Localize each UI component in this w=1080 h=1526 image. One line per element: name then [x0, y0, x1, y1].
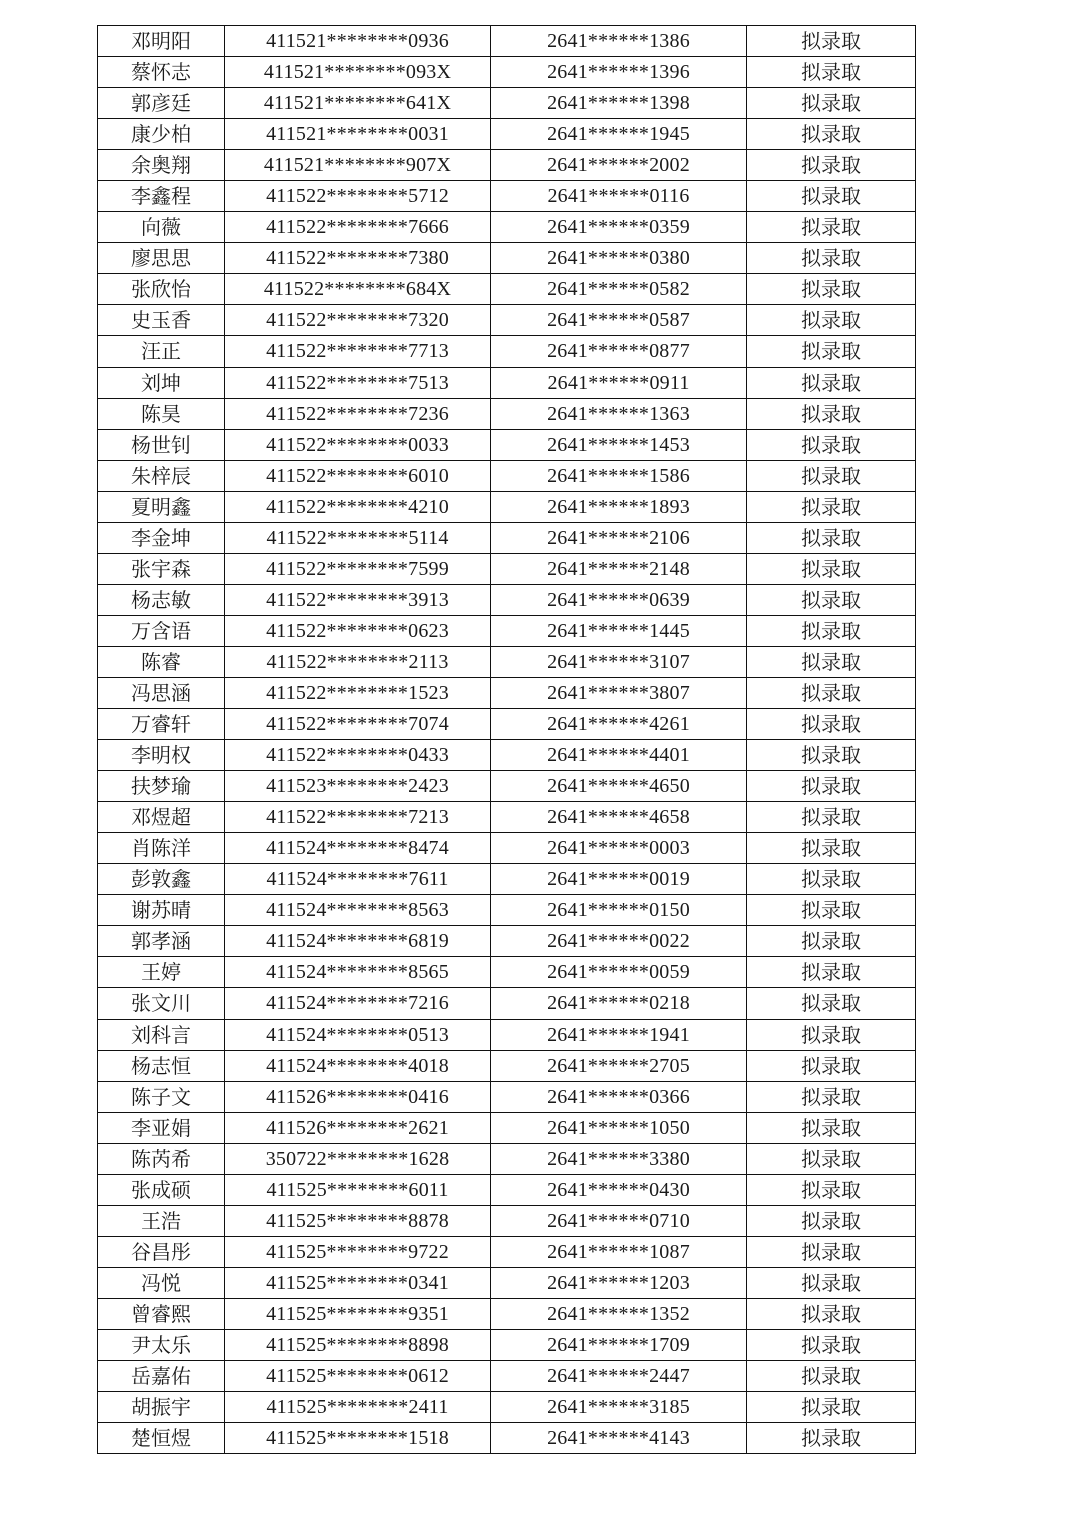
id-number-cell: 411525********1518 — [225, 1423, 491, 1454]
table-row — [98, 615, 916, 646]
table-row — [98, 1298, 916, 1329]
name-cell: 王浩 — [98, 1205, 225, 1236]
status-cell: 拟录取 — [747, 895, 916, 926]
exam-number-cell: 2641******1363 — [491, 398, 747, 429]
id-number-cell: 411522********7599 — [225, 553, 491, 584]
name-cell: 邓煜超 — [98, 802, 225, 833]
exam-number-cell: 2641******3185 — [491, 1392, 747, 1423]
table-row — [98, 336, 916, 367]
table-row — [98, 957, 916, 988]
exam-number-cell: 2641******0380 — [491, 243, 747, 274]
table-row — [98, 212, 916, 243]
name-cell: 谷昌彤 — [98, 1236, 225, 1267]
status-cell: 拟录取 — [747, 1174, 916, 1205]
name-cell: 王婷 — [98, 957, 225, 988]
id-number-cell: 411525********9722 — [225, 1236, 491, 1267]
name-cell: 向薇 — [98, 212, 225, 243]
table-row — [98, 522, 916, 553]
status-cell: 拟录取 — [747, 429, 916, 460]
id-number-cell: 411524********0513 — [225, 1019, 491, 1050]
name-cell: 岳嘉佑 — [98, 1361, 225, 1392]
exam-number-cell: 2641******0582 — [491, 274, 747, 305]
id-number-cell: 411522********3913 — [225, 584, 491, 615]
id-number-cell: 411525********2411 — [225, 1392, 491, 1423]
id-number-cell: 411524********8474 — [225, 833, 491, 864]
name-cell: 冯思涵 — [98, 677, 225, 708]
table-row — [98, 88, 916, 119]
table-row — [98, 553, 916, 584]
id-number-cell: 411522********7513 — [225, 367, 491, 398]
name-cell: 陈睿 — [98, 646, 225, 677]
name-cell: 汪正 — [98, 336, 225, 367]
table-body — [98, 26, 916, 1454]
status-cell: 拟录取 — [747, 367, 916, 398]
name-cell: 张宇森 — [98, 553, 225, 584]
table-row — [98, 491, 916, 522]
status-cell: 拟录取 — [747, 26, 916, 57]
exam-number-cell: 2641******1050 — [491, 1112, 747, 1143]
status-cell: 拟录取 — [747, 491, 916, 522]
name-cell: 朱梓辰 — [98, 460, 225, 491]
id-number-cell: 411524********4018 — [225, 1050, 491, 1081]
status-cell: 拟录取 — [747, 646, 916, 677]
id-number-cell: 411522********0433 — [225, 740, 491, 771]
exam-number-cell: 2641******1709 — [491, 1329, 747, 1360]
name-cell: 杨志敏 — [98, 584, 225, 615]
status-cell: 拟录取 — [747, 57, 916, 88]
id-number-cell: 411525********6011 — [225, 1174, 491, 1205]
exam-number-cell: 2641******1396 — [491, 57, 747, 88]
status-cell: 拟录取 — [747, 305, 916, 336]
table-row — [98, 1143, 916, 1174]
id-number-cell: 411525********9351 — [225, 1298, 491, 1329]
table-row — [98, 1361, 916, 1392]
exam-number-cell: 2641******2447 — [491, 1361, 747, 1392]
id-number-cell: 411523********2423 — [225, 771, 491, 802]
name-cell: 邓明阳 — [98, 26, 225, 57]
table-row — [98, 740, 916, 771]
name-cell: 刘坤 — [98, 367, 225, 398]
table-row — [98, 26, 916, 57]
name-cell: 张欣怡 — [98, 274, 225, 305]
name-cell: 万含语 — [98, 615, 225, 646]
name-cell: 郭彦廷 — [98, 88, 225, 119]
id-number-cell: 411522********6010 — [225, 460, 491, 491]
id-number-cell: 411522********0623 — [225, 615, 491, 646]
exam-number-cell: 2641******0150 — [491, 895, 747, 926]
name-cell: 李亚娟 — [98, 1112, 225, 1143]
id-number-cell: 411525********8878 — [225, 1205, 491, 1236]
status-cell: 拟录取 — [747, 1205, 916, 1236]
id-number-cell: 411524********7611 — [225, 864, 491, 895]
status-cell: 拟录取 — [747, 522, 916, 553]
name-cell: 刘科言 — [98, 1019, 225, 1050]
table-row — [98, 864, 916, 895]
id-number-cell: 411522********2113 — [225, 646, 491, 677]
exam-number-cell: 2641******2705 — [491, 1050, 747, 1081]
exam-number-cell: 2641******1586 — [491, 460, 747, 491]
name-cell: 陈昊 — [98, 398, 225, 429]
table-row — [98, 771, 916, 802]
exam-number-cell: 2641******0359 — [491, 212, 747, 243]
status-cell: 拟录取 — [747, 864, 916, 895]
exam-number-cell: 2641******0366 — [491, 1081, 747, 1112]
status-cell: 拟录取 — [747, 740, 916, 771]
exam-number-cell: 2641******1398 — [491, 88, 747, 119]
status-cell: 拟录取 — [747, 833, 916, 864]
id-number-cell: 350722********1628 — [225, 1143, 491, 1174]
table-row — [98, 367, 916, 398]
table-row — [98, 1423, 916, 1454]
exam-number-cell: 2641******0911 — [491, 367, 747, 398]
name-cell: 夏明鑫 — [98, 491, 225, 522]
table-row — [98, 1205, 916, 1236]
table-row — [98, 398, 916, 429]
exam-number-cell: 2641******0059 — [491, 957, 747, 988]
exam-number-cell: 2641******0003 — [491, 833, 747, 864]
id-number-cell: 411522********1523 — [225, 677, 491, 708]
status-cell: 拟录取 — [747, 460, 916, 491]
table-row — [98, 1392, 916, 1423]
id-number-cell: 411521********0031 — [225, 119, 491, 150]
exam-number-cell: 2641******4143 — [491, 1423, 747, 1454]
id-number-cell: 411522********7074 — [225, 709, 491, 740]
exam-number-cell: 2641******0710 — [491, 1205, 747, 1236]
name-cell: 胡振宇 — [98, 1392, 225, 1423]
name-cell: 扶梦瑜 — [98, 771, 225, 802]
table-row — [98, 833, 916, 864]
exam-number-cell: 2641******3107 — [491, 646, 747, 677]
status-cell: 拟录取 — [747, 1236, 916, 1267]
name-cell: 郭孝涵 — [98, 926, 225, 957]
id-number-cell: 411525********8898 — [225, 1329, 491, 1360]
name-cell: 杨世钊 — [98, 429, 225, 460]
table-row — [98, 57, 916, 88]
status-cell: 拟录取 — [747, 1050, 916, 1081]
status-cell: 拟录取 — [747, 677, 916, 708]
exam-number-cell: 2641******1941 — [491, 1019, 747, 1050]
status-cell: 拟录取 — [747, 1112, 916, 1143]
id-number-cell: 411524********7216 — [225, 988, 491, 1019]
id-number-cell: 411524********6819 — [225, 926, 491, 957]
id-number-cell: 411522********7713 — [225, 336, 491, 367]
status-cell: 拟录取 — [747, 1143, 916, 1174]
status-cell: 拟录取 — [747, 181, 916, 212]
exam-number-cell: 2641******1386 — [491, 26, 747, 57]
id-number-cell: 411522********7380 — [225, 243, 491, 274]
status-cell: 拟录取 — [747, 615, 916, 646]
name-cell: 冯悦 — [98, 1267, 225, 1298]
status-cell: 拟录取 — [747, 1081, 916, 1112]
exam-number-cell: 2641******0116 — [491, 181, 747, 212]
id-number-cell: 411522********7320 — [225, 305, 491, 336]
id-number-cell: 411522********7236 — [225, 398, 491, 429]
exam-number-cell: 2641******2148 — [491, 553, 747, 584]
exam-number-cell: 2641******1203 — [491, 1267, 747, 1298]
table-row — [98, 1236, 916, 1267]
status-cell: 拟录取 — [747, 274, 916, 305]
table-row — [98, 988, 916, 1019]
name-cell: 廖思思 — [98, 243, 225, 274]
status-cell: 拟录取 — [747, 243, 916, 274]
exam-number-cell: 2641******1945 — [491, 119, 747, 150]
status-cell: 拟录取 — [747, 1298, 916, 1329]
status-cell: 拟录取 — [747, 1392, 916, 1423]
name-cell: 肖陈洋 — [98, 833, 225, 864]
name-cell: 陈芮希 — [98, 1143, 225, 1174]
exam-number-cell: 2641******0218 — [491, 988, 747, 1019]
id-number-cell: 411522********5712 — [225, 181, 491, 212]
status-cell: 拟录取 — [747, 957, 916, 988]
table-row — [98, 429, 916, 460]
exam-number-cell: 2641******3380 — [491, 1143, 747, 1174]
id-number-cell: 411521********641X — [225, 88, 491, 119]
table-row — [98, 460, 916, 491]
status-cell: 拟录取 — [747, 926, 916, 957]
name-cell: 万睿轩 — [98, 709, 225, 740]
admission-table — [97, 25, 916, 1454]
table-row — [98, 150, 916, 181]
name-cell: 陈子文 — [98, 1081, 225, 1112]
name-cell: 曾睿熙 — [98, 1298, 225, 1329]
id-number-cell: 411521********907X — [225, 150, 491, 181]
table-row — [98, 243, 916, 274]
table-row — [98, 1081, 916, 1112]
table-row — [98, 584, 916, 615]
status-cell: 拟录取 — [747, 398, 916, 429]
id-number-cell: 411522********7213 — [225, 802, 491, 833]
name-cell: 楚恒煜 — [98, 1423, 225, 1454]
table-row — [98, 1019, 916, 1050]
name-cell: 彭敦鑫 — [98, 864, 225, 895]
status-cell: 拟录取 — [747, 988, 916, 1019]
name-cell: 尹太乐 — [98, 1329, 225, 1360]
status-cell: 拟录取 — [747, 1019, 916, 1050]
id-number-cell: 411522********7666 — [225, 212, 491, 243]
table-row — [98, 1174, 916, 1205]
id-number-cell: 411522********5114 — [225, 522, 491, 553]
table-row — [98, 802, 916, 833]
table-row — [98, 895, 916, 926]
status-cell: 拟录取 — [747, 119, 916, 150]
exam-number-cell: 2641******4401 — [491, 740, 747, 771]
exam-number-cell: 2641******1352 — [491, 1298, 747, 1329]
name-cell: 余奥翔 — [98, 150, 225, 181]
table-row — [98, 1267, 916, 1298]
id-number-cell: 411524********8565 — [225, 957, 491, 988]
exam-number-cell: 2641******1445 — [491, 615, 747, 646]
exam-number-cell: 2641******0019 — [491, 864, 747, 895]
table-row — [98, 1329, 916, 1360]
table-row — [98, 646, 916, 677]
id-number-cell: 411521********0936 — [225, 26, 491, 57]
exam-number-cell: 2641******1087 — [491, 1236, 747, 1267]
exam-number-cell: 2641******2106 — [491, 522, 747, 553]
status-cell: 拟录取 — [747, 1267, 916, 1298]
exam-number-cell: 2641******0877 — [491, 336, 747, 367]
table-row — [98, 119, 916, 150]
name-cell: 张文川 — [98, 988, 225, 1019]
exam-number-cell: 2641******2002 — [491, 150, 747, 181]
name-cell: 李金坤 — [98, 522, 225, 553]
name-cell: 谢苏晴 — [98, 895, 225, 926]
exam-number-cell: 2641******0430 — [491, 1174, 747, 1205]
name-cell: 张成硕 — [98, 1174, 225, 1205]
table-row — [98, 926, 916, 957]
table-row — [98, 1112, 916, 1143]
status-cell: 拟录取 — [747, 1329, 916, 1360]
id-number-cell: 411526********2621 — [225, 1112, 491, 1143]
status-cell: 拟录取 — [747, 336, 916, 367]
id-number-cell: 411525********0612 — [225, 1361, 491, 1392]
name-cell: 李明权 — [98, 740, 225, 771]
status-cell: 拟录取 — [747, 553, 916, 584]
id-number-cell: 411521********093X — [225, 57, 491, 88]
table-row — [98, 181, 916, 212]
status-cell: 拟录取 — [747, 802, 916, 833]
id-number-cell: 411522********0033 — [225, 429, 491, 460]
status-cell: 拟录取 — [747, 771, 916, 802]
id-number-cell: 411522********684X — [225, 274, 491, 305]
table-row — [98, 1050, 916, 1081]
status-cell: 拟录取 — [747, 709, 916, 740]
status-cell: 拟录取 — [747, 584, 916, 615]
status-cell: 拟录取 — [747, 212, 916, 243]
table-row — [98, 677, 916, 708]
id-number-cell: 411524********8563 — [225, 895, 491, 926]
name-cell: 李鑫程 — [98, 181, 225, 212]
exam-number-cell: 2641******4261 — [491, 709, 747, 740]
exam-number-cell: 2641******3807 — [491, 677, 747, 708]
status-cell: 拟录取 — [747, 1361, 916, 1392]
admission-list-sheet — [97, 25, 915, 1454]
exam-number-cell: 2641******0639 — [491, 584, 747, 615]
table-row — [98, 305, 916, 336]
id-number-cell: 411522********4210 — [225, 491, 491, 522]
status-cell: 拟录取 — [747, 1423, 916, 1454]
status-cell: 拟录取 — [747, 150, 916, 181]
name-cell: 康少柏 — [98, 119, 225, 150]
status-cell: 拟录取 — [747, 88, 916, 119]
exam-number-cell: 2641******0022 — [491, 926, 747, 957]
exam-number-cell: 2641******1453 — [491, 429, 747, 460]
exam-number-cell: 2641******4650 — [491, 771, 747, 802]
name-cell: 杨志恒 — [98, 1050, 225, 1081]
exam-number-cell: 2641******1893 — [491, 491, 747, 522]
table-row — [98, 274, 916, 305]
id-number-cell: 411525********0341 — [225, 1267, 491, 1298]
name-cell: 史玉香 — [98, 305, 225, 336]
exam-number-cell: 2641******4658 — [491, 802, 747, 833]
id-number-cell: 411526********0416 — [225, 1081, 491, 1112]
table-row — [98, 709, 916, 740]
exam-number-cell: 2641******0587 — [491, 305, 747, 336]
name-cell: 蔡怀志 — [98, 57, 225, 88]
